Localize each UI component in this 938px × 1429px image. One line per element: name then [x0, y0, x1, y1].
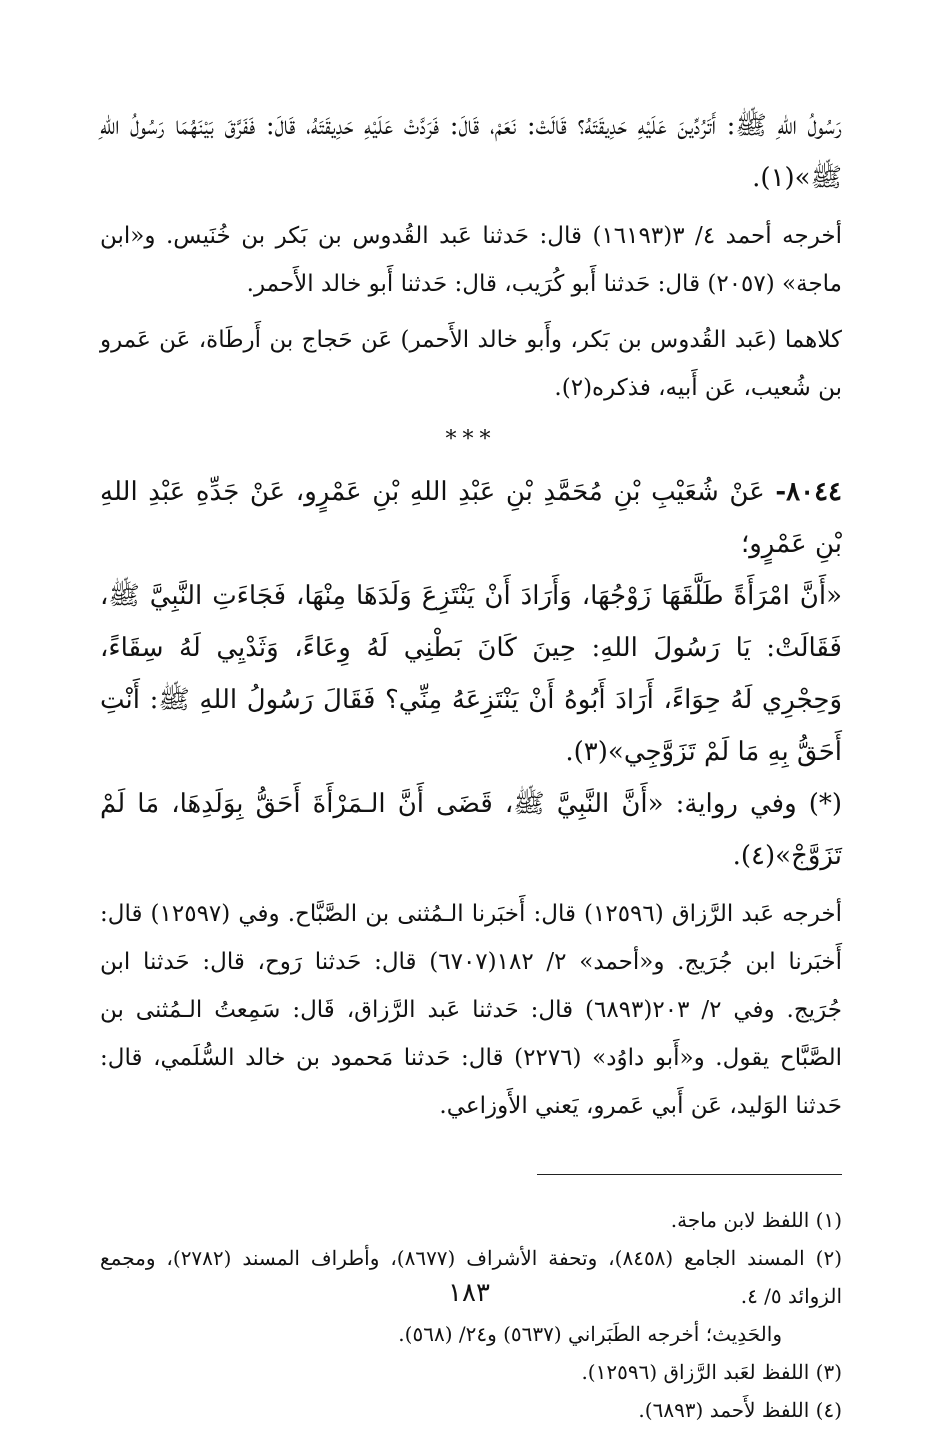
hadith-chain: عَنْ شُعَيْبِ بْنِ مُحَمَّدِ بْنِ عَبْدِ اللهِ بْنِ عَمْرٍو، عَنْ جَدِّهِ عَبْدِ اللهِ بْنِ عَمْرٍو؛ — [100, 477, 842, 559]
hadith-continuation-paragraph: رَسُولُ اللهِ ﷺ: أَتَرُدِّينَ عَلَيْهِ حَدِيقَتَهُ؟ قَالَتْ: نَعَمْ، قَالَ: فَرَدَّتْ عَلَيْهِ حَدِيقَتَهُ، قَالَ: فَفَرَّقَ بَيْنَهُمَا رَسُولُ اللهِ ﷺ»(١). — [100, 111, 842, 193]
hadith-number: ٨٠٤٤- — [775, 477, 843, 507]
footnote-2-continuation: والحَدِيث؛ أخرجه الطَبَراني (٥٦٣٧) و٢٤/ (٥٦٨). — [398, 1322, 782, 1346]
footnote-divider-wrap — [100, 1130, 842, 1201]
section-separator: *** — [445, 427, 497, 452]
footnote-4: (٤) اللفظ لأَحمد (٦٨٩٣). — [638, 1398, 842, 1422]
takhrij-paragraph-2: كلاهما (عَبد القُدوس بن بَكر، وأَبو خالد الأَحمر) عَن حَجاج بن أَرطَاة، عَن عَمرو بن شُعيب، عَن أَبيه، فذكره(٢). — [100, 327, 842, 401]
main-text — [100, 100, 842, 1130]
hadith-alternate-narration: (*) وفي رواية: «أَنَّ النَّبِيَّ ﷺ، قَضَى أَنَّ الـمَرْأَةَ أَحَقُّ بِوَلَدِهَا، مَا لَمْ تَزَوَّجْ»(٤). — [100, 789, 842, 871]
page-number: ١٨٣ — [448, 1278, 490, 1308]
footnote-3: (٣) اللفظ لعَبد الرَّزاق (١٢٥٩٦). — [581, 1360, 842, 1384]
footnote-2: (٢) المسند الجامع (٨٤٥٨)، وتحفة الأشراف (٨٦٧٧)، وأطراف المسند (٢٧٨٢)، ومجمع الزوائد ٥/ ٤. — [100, 1246, 843, 1308]
takhrij-paragraph: أخرجه أحمد ٤/ ٣(١٦١٩٣) قال: حَدثنا عَبد القُدوس بن بَكر بن خُنَيس. و«ابن ماجة» (٢٠٥٧) قال: حَدثنا أَبو كُرَيب، قال: حَدثنا أَبو خالد الأَحمر. — [100, 223, 842, 297]
footnote-divider — [537, 1174, 842, 1175]
hadith-heading — [100, 466, 842, 570]
hadith-text: «أَنَّ امْرَأَةً طَلَّقَهَا زَوْجُهَا، وَأَرَادَ أَنْ يَنْتَزِعَ وَلَدَهَا مِنْهَا، فَجَاءَتِ النَّبِيَّ ﷺ، فَقَالَتْ: يَا رَسُولَ اللهِ: حِينَ كَانَ بَطْنِي لَهُ وِعَاءً، وَثَدْيِي لَهُ سِقَاءً، وَحِجْرِي لَهُ حِوَاءً، أَرَادَ أَبُوهُ أَنْ يَنْتَزِعَهُ مِنِّي؟ فَقَالَ رَسُولُ اللهِ ﷺ: أَنْتِ أَحَقُّ بِهِ مَا لَمْ تَزَوَّجِي»(٣). — [100, 581, 842, 767]
footnotes — [100, 1201, 842, 1429]
footnote-1: (١) اللفظ لابن ماجة. — [670, 1208, 842, 1232]
takhrij-paragraph-3: أخرجه عَبد الرَّزاق (١٢٥٩٦) قال: أَخبَرنا الـمُثنى بن الصَّبَّاح. وفي (١٢٥٩٧) قال: أَخبَرنا ابن جُرَيج. و«أحمد» ٢/ ١٨٢(٦٧٠٧) قال: حَدثنا رَوح، قال: حَدثنا ابن جُرَيج. وفي ٢/ ٢٠٣(٦٨٩٣) قال: حَدثنا عَبد الرَّزاق، قَال: سَمِعتُ الـمُثنى بن الصَّبَّاح يقول. و«أَبو داوُد» (٢٢٧٦) قال: حَدثنا مَحمود بن خالد السُّلَمي، قال: حَدثنا الوَليد، عَن أَبي عَمرو، يَعني الأَوزاعي. — [100, 901, 843, 1119]
